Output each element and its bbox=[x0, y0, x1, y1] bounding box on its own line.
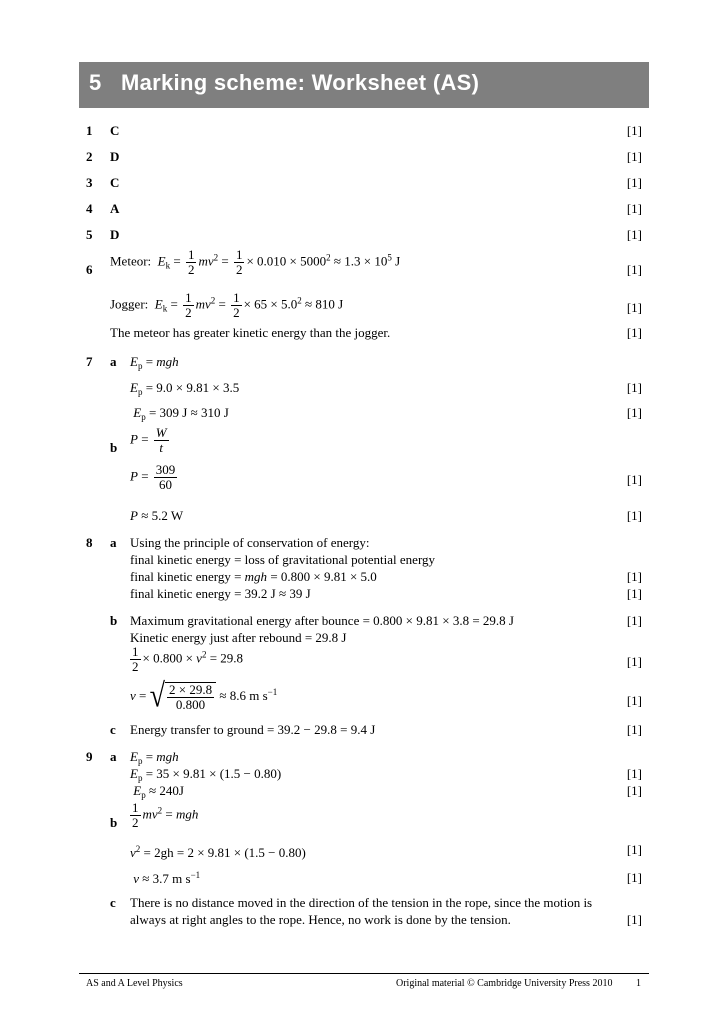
question-number: 8 bbox=[86, 535, 93, 550]
footer-copyright: Original material © Cambridge University Press 2010 bbox=[396, 978, 613, 989]
equation: $E_p = 35 \times 9.81 \times (1.5 - 0.80)$ bbox=[130, 766, 282, 783]
text-line: always at right angles to the rope. Hence, no work is done by the tension. bbox=[130, 912, 511, 927]
mark: [1] bbox=[626, 693, 642, 708]
mark: [1] bbox=[626, 201, 642, 216]
footer-left: AS and A Level Physics bbox=[86, 978, 183, 989]
mark: [1] bbox=[626, 227, 642, 242]
question-number: 4 bbox=[86, 201, 93, 216]
question-number: 9 bbox=[86, 749, 93, 764]
text-line: final kinetic energy = loss of gravitational potential energy bbox=[130, 552, 436, 567]
mark: [1] bbox=[626, 842, 642, 857]
meteor-equation: Meteor: $E_k$ = $\frac{1}{2}$ $mv^2$ = $\frac{1}{2}$ × $0.010 \times 5000^2 \approx 1.3 \times 10^5$ J bbox=[110, 247, 401, 277]
page-number: 1 bbox=[636, 978, 641, 989]
mark: [1] bbox=[626, 870, 642, 885]
part-label: b bbox=[110, 815, 118, 830]
mark: [1] bbox=[626, 262, 642, 277]
mark: [1] bbox=[626, 123, 642, 138]
equation: $v^2 = 2gh = 2 \times 9.81 \times (1.5 - 0.80)$ bbox=[130, 844, 306, 860]
equation: P = $\frac{W}{t}$ bbox=[130, 425, 167, 455]
mark: [1] bbox=[626, 149, 642, 164]
footer-rule bbox=[79, 973, 649, 974]
mark: [1] bbox=[626, 472, 642, 487]
question-number: 3 bbox=[86, 175, 93, 190]
mark: [1] bbox=[626, 175, 642, 190]
text-line: final kinetic energy = 39.2 J ≈ 39 J bbox=[130, 586, 311, 601]
equation: $E_p$ = mgh bbox=[130, 749, 179, 766]
equation: P = $\frac{309}{60}$ bbox=[130, 462, 176, 492]
mark: [1] bbox=[626, 569, 642, 584]
text-line: Energy transfer to ground = 39.2 − 29.8 = 9.4 J bbox=[130, 722, 376, 737]
part-label: c bbox=[110, 722, 116, 737]
part-label: b bbox=[110, 440, 118, 455]
equation: P ≈ 5.2 W bbox=[130, 508, 184, 523]
equation: $\frac{1}{2}$ × $0.800 \times v^2 = 29.8$ bbox=[132, 644, 244, 674]
answer: D bbox=[110, 149, 120, 164]
jogger-equation: Jogger: $E_k$ = $\frac{1}{2}$ $mv^2$ = $\frac{1}{2}$ × $65 \times 5.0^2 \approx 810$ J bbox=[110, 290, 344, 320]
text-line: Maximum gravitational energy after bounce = 0.800 × 9.81 × 3.8 = 29.8 J bbox=[130, 613, 514, 628]
equation: $E_p$ = mgh bbox=[130, 354, 179, 371]
part-label: a bbox=[110, 749, 117, 764]
mark: [1] bbox=[626, 912, 642, 927]
mark: [1] bbox=[626, 722, 642, 737]
mark: [1] bbox=[626, 508, 642, 523]
mark: [1] bbox=[626, 300, 642, 315]
text-line: There is no distance moved in the direction of the tension in the rope, since the motion is bbox=[130, 895, 593, 910]
equation: $E_p = 9.0 \times 9.81 \times 3.5$ bbox=[130, 380, 240, 397]
mark: [1] bbox=[626, 783, 642, 798]
conclusion: The meteor has greater kinetic energy than the jogger. bbox=[110, 325, 391, 340]
mark: [1] bbox=[626, 586, 642, 601]
question-number: 7 bbox=[86, 354, 93, 369]
part-label: b bbox=[110, 613, 118, 628]
part-label: a bbox=[110, 354, 117, 369]
question-number: 5 bbox=[86, 227, 93, 242]
text-line: final kinetic energy = mgh = 0.800 × 9.81 × 5.0 bbox=[130, 569, 377, 584]
equation: v = √ $\frac{2 \times 29.8}{0.800}$ ≈ 8.6 m $s^{-1}$ bbox=[130, 677, 278, 715]
mark: [1] bbox=[626, 613, 642, 628]
equation: v ≈ 3.7 m $s^{-1}$ bbox=[133, 870, 201, 886]
mark: [1] bbox=[626, 325, 642, 340]
equation: $E_p \approx 240J$ bbox=[133, 783, 184, 800]
mark: [1] bbox=[626, 380, 642, 395]
text-line: Using the principle of conservation of energy: bbox=[130, 535, 370, 550]
text-line: Kinetic energy just after rebound = 29.8 J bbox=[130, 630, 347, 645]
equation: $E_p = 309$ J ≈ 310 J bbox=[133, 405, 229, 422]
question-number: 1 bbox=[86, 123, 93, 138]
mark: [1] bbox=[626, 766, 642, 781]
answer: C bbox=[110, 175, 120, 190]
page-title: 5 Marking scheme: Worksheet (AS) bbox=[89, 70, 480, 95]
answer: A bbox=[110, 201, 120, 216]
part-label: a bbox=[110, 535, 117, 550]
answer: D bbox=[110, 227, 120, 242]
equation: $\frac{1}{2}$ $mv^2$ = mgh bbox=[132, 800, 199, 830]
answer: C bbox=[110, 123, 120, 138]
page-header bbox=[79, 62, 649, 108]
question-number: 2 bbox=[86, 149, 93, 164]
part-label: c bbox=[110, 895, 116, 910]
mark: [1] bbox=[626, 654, 642, 669]
mark: [1] bbox=[626, 405, 642, 420]
question-number: 6 bbox=[86, 262, 93, 277]
